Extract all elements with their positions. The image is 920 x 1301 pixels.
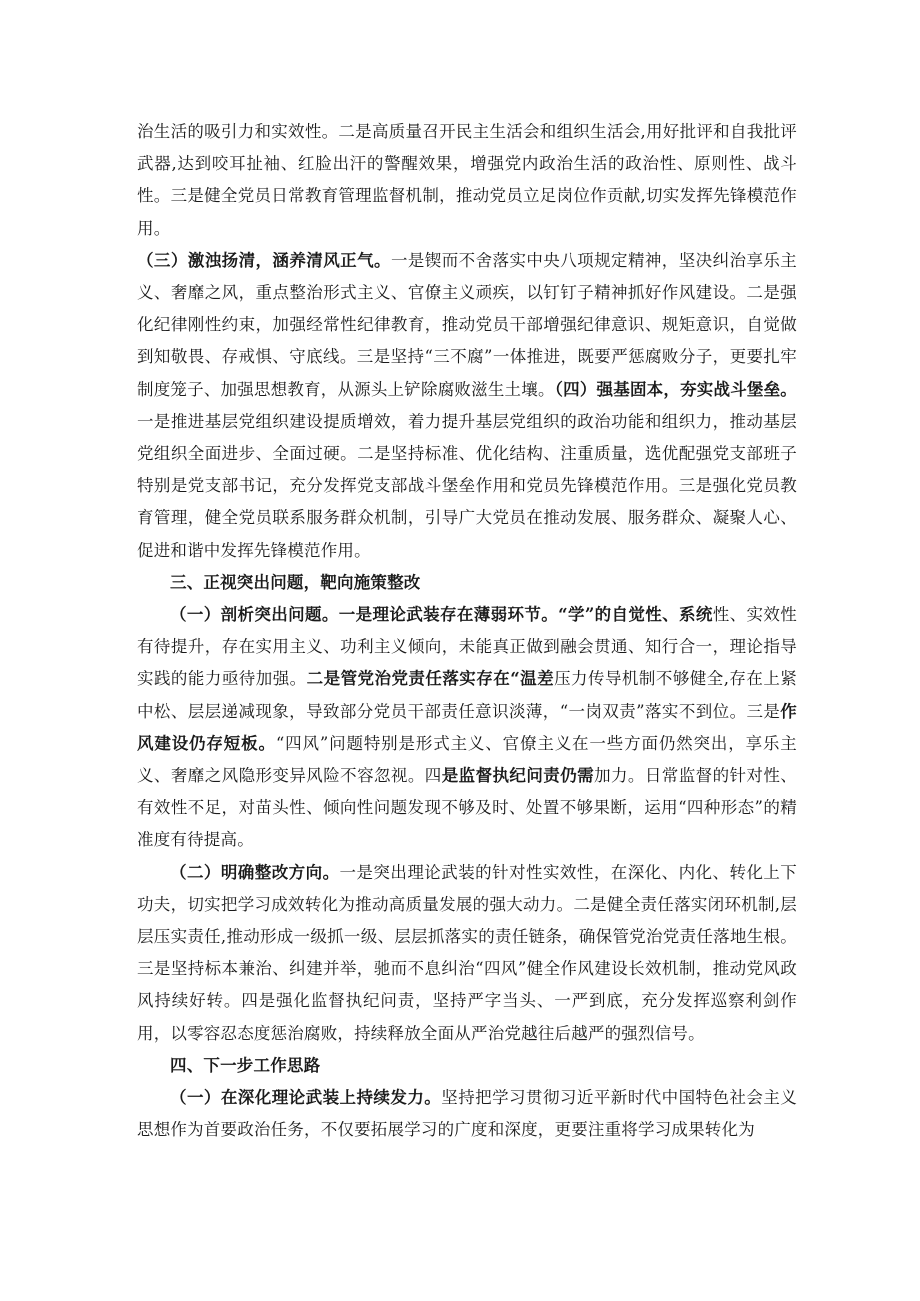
paragraph-2: （三）激浊扬清，涵养清风正气。一是锲而不舍落实中央八项规定精神，坚决纠治享乐主义、奢靡之风，重点整治形式主义、官僚主义顽疾，以钉钉子精神抓好作风建设。二是强化纪律刚性约束，加强经常性纪律教育，推动党员干部增强纪律意识、规矩意识，自觉做到知敬畏、存戒惧、守底线。三是坚持“三不腐”一体推进，既要严惩腐败分子，更要扎牢制度笼子、加强思想教育，从源头上铲除腐败滋生土壤。（四）强基固本，夯实战斗堡垒。一是推进基层党组织建设提质增效，着力提升基层党组织的政治功能和组织力，推动基层党组织全面进步、全面过硬。二是坚持标准、优化结构、注重质量，选优配强党支部班子特别是党支部书记，充分发挥党支部战斗堡垒作用和党员先锋模范作用。三是强化党员教育管理，健全党员联系服务群众机制，引导广大党员在推动发展、服务群众、凝聚人心、促进和谐中发挥先锋模范作用。 [137, 250, 798, 560]
subheading-4: （四）强基固本，夯实战斗堡垒。 [554, 379, 798, 399]
paragraph-4: （二）明确整改方向。一是突出理论武装的针对性实效性，在深化、内化、转化上下功夫，切实把学习成效转化为推动高质量发展的强大动力。二是健全责任落实闭环机制,层层压实责任,推动形成一级抓一级、层层抓落实的责任链条，确保管党治党责任落地生根。三是坚持标本兼治、纠建并举，驰而不息纠治“四风”健全作风建设长效机制，推动党风政风持续好转。四是强化监督执纪问责，坚持严字当头、一严到底，充分发挥巡察利剑作用，以零容忍态度惩治腐败，持续释放全面从严治党越往后越严的强烈信号。 [137, 862, 797, 1043]
paragraph-3: （一）剖析突出问题。一是理论武装存在薄弱环节。“学”的自觉性、系统性、实效性有待提升，存在实用主义、功利主义倾向，未能真正做到融会贯通、知行合一，理论指导实践的能力亟待加强。二是管党治党责任落实存在“温差压力传导机制不够健全,存在上紧中松、层层递减现象，导致部分党员干部责任意识淡薄，“一岗双责”落实不到位。三是作风建设仍存短板。“四风”问题特别是形式主义、官僚主义在一些方面仍然突出，享乐主义、奢靡之风隐形变异风险不容忽视。四是监督执纪问责仍需加力。日常监督的针对性、有效性不足，对苗头性、倾向性问题发现不够及时、处置不够果断，运用“四种形态”的精准度有待提高。 [137, 605, 798, 850]
body-text [137, 116, 797, 1147]
paragraph-5: （一）在深化理论武装上持续发力。坚持把学习贯彻习近平新时代中国特色社会主义思想作为首要政治任务，不仅要拓展学习的广度和深度，更要注重将学习成果转化为 [137, 1088, 798, 1140]
paragraph-1: 治生活的吸引力和实效性。二是高质量召开民主生活会和组织生活会,用好批评和自我批评武器,达到咬耳扯袖、红脸出汗的警醒效果，增强党内政治生活的政治性、原则性、战斗性。三是健全党员日常教育管理监督机制，推动党员立足岗位作贡献,切实发挥先锋模范作用。 [137, 122, 797, 238]
section-heading-3: 三、正视突出问题，靶向施策整改 [170, 572, 421, 592]
section-heading-4: 四、下一步工作思路 [170, 1055, 321, 1075]
subheading-3: （三）激浊扬清，涵养清风正气。 [137, 250, 391, 270]
